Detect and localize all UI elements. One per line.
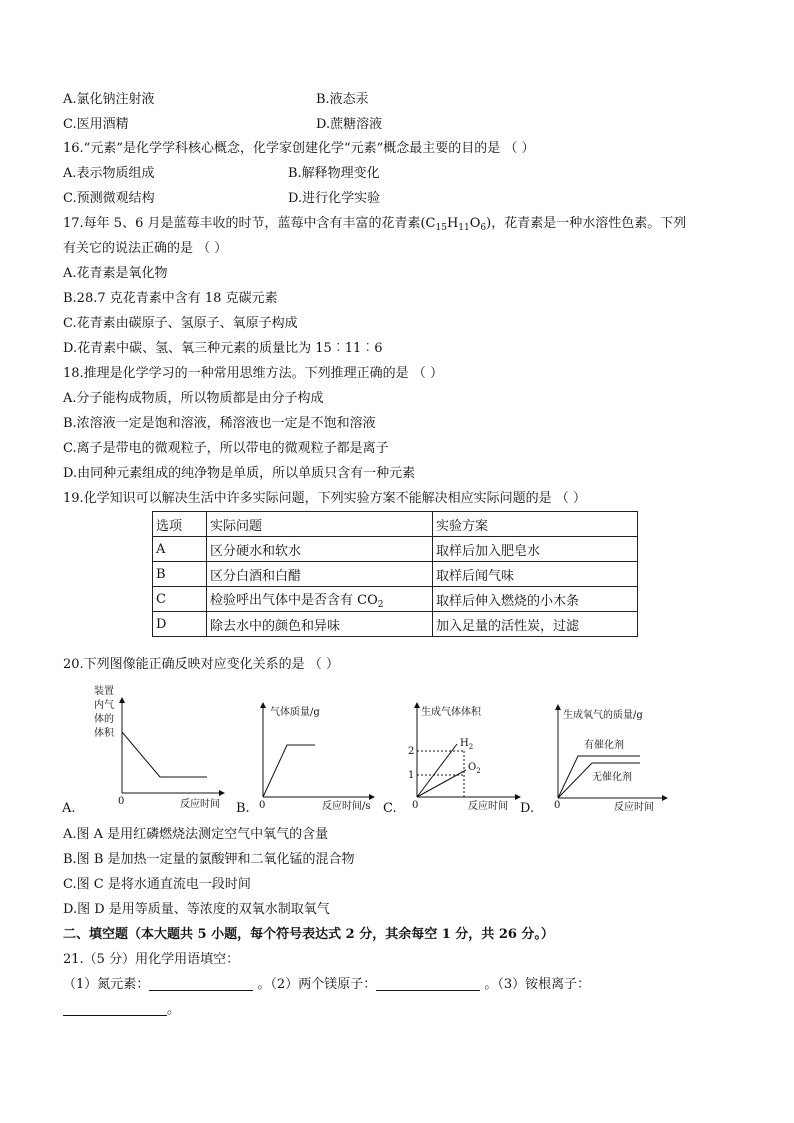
- table-row: [153, 537, 638, 562]
- table-cell: A: [153, 537, 207, 562]
- q20-option-d: D.图 D 是用等质量、等浓度的双氧水制取氧气: [63, 902, 330, 917]
- graph-a-ylabel: 体积: [94, 728, 114, 739]
- q21-blank-line2: 。: [63, 1001, 180, 1019]
- table-row: [153, 587, 638, 612]
- graph-a-xlabel: 反应时间: [180, 799, 220, 810]
- q18-option-a: A.分子能构成物质，所以物质都是由分子构成: [63, 391, 324, 406]
- q18-stem: 18.推理是化学学习的一种常用思维方法。下列推理正确的是 （ ）: [63, 366, 443, 381]
- graph-a-ylabel: 体的: [94, 714, 114, 725]
- graph-c-h2-label: $H_2$: [460, 738, 474, 751]
- graph-c-h2-line: [417, 744, 457, 797]
- table-header-row: [153, 512, 638, 537]
- table-cell: 区分白酒和白醋: [207, 562, 433, 587]
- answer-blank-1[interactable]: [149, 976, 253, 991]
- table-cell: 除去水中的颜色和异味: [207, 612, 433, 637]
- q15-option-a: A.氯化钠注射液: [63, 92, 155, 107]
- q20-option-c: C.图 C 是将水通直流电一段时间: [63, 877, 251, 892]
- graph-c-xlabel: 反应时间: [468, 801, 508, 812]
- graph-a: [61, 684, 222, 816]
- q21-blanks-line: （1）氮元素： 。（2）两个镁原子： 。（3）铵根离子：: [63, 977, 591, 992]
- q16-option-c: C.预测微观结构: [63, 191, 155, 206]
- graph-b-ylabel: 气体质量/g: [270, 707, 320, 718]
- q21-stem: 21.（5 分）用化学用语填空：: [63, 952, 240, 967]
- graph-b-curve: [263, 745, 315, 797]
- graph-d-origin: 0: [554, 800, 561, 811]
- graph-d-xlabel: 反应时间: [614, 802, 654, 813]
- q20-option-b: B.图 B 是加热一定量的氯酸钾和二氧化锰的混合物: [63, 852, 355, 867]
- q20-stem: 20.下列图像能正确反映对应变化关系的是 （ ）: [63, 657, 339, 672]
- table-cell: 取样后伸入燃烧的小木条: [433, 587, 638, 612]
- section-2-heading: 二、填空题（本大题共 5 小题，每个符号表达式 2 分，其余每空 1 分，共 26 分。）: [63, 927, 554, 942]
- graph-a-curve: [122, 732, 207, 777]
- table-cell: 区分硬水和软水: [207, 537, 433, 562]
- graph-d-letter: D.: [520, 801, 535, 816]
- table-cell: D: [153, 612, 207, 637]
- graph-a-ylabel: 内气: [94, 700, 114, 711]
- graph-a-letter: A.: [62, 801, 76, 816]
- table-row: [153, 612, 638, 637]
- q15-option-d: D.蔗糖溶液: [316, 117, 383, 132]
- graph-d-ylabel: 生成氧气的质量/g: [563, 710, 643, 721]
- graph-d-catalyst-label: 有催化剂: [584, 740, 624, 751]
- answer-blank-2[interactable]: [376, 976, 480, 991]
- table-header-cell: 选项: [153, 512, 207, 537]
- table-cell: B: [153, 562, 207, 587]
- graph-d: [520, 707, 665, 816]
- q18-option-b: B.浓溶液一定是饱和溶液，稀溶液也一定是不饱和溶液: [63, 416, 376, 431]
- graph-b-xlabel: 反应时间/s: [322, 801, 371, 812]
- graph-b-origin: 0: [259, 800, 266, 811]
- q17-option-a: A.花青素是氧化物: [63, 266, 168, 281]
- q17-option-d: D.花青素中碳、氢、氧三种元素的质量比为 15︰11︰6: [63, 341, 383, 356]
- q16-option-a: A.表示物质组成: [63, 166, 155, 181]
- q16-option-d: D.进行化学实验: [288, 191, 381, 206]
- q16-stem: 16.“元素”是化学学科核心概念，化学家创建化学“元素”概念最主要的目的是 （ ）: [63, 141, 535, 156]
- table-row: [153, 562, 638, 587]
- table-cell: 取样后闻气味: [433, 562, 638, 587]
- q17-stem-line2: 有关它的说法正确的是 （ ）: [63, 241, 228, 256]
- table-header-cell: 实验方案: [433, 512, 638, 537]
- q18-option-c: C.离子是带电的微观粒子，所以带电的微观粒子都是离子: [63, 441, 389, 456]
- q20-option-a: A.图 A 是用红磷燃烧法测定空气中氧气的含量: [63, 827, 329, 842]
- q19-table: [152, 511, 638, 637]
- table-header-cell: 实际问题: [207, 512, 433, 537]
- graph-c-ylabel: 生成气体体积: [421, 707, 481, 718]
- table-cell: C: [153, 587, 207, 612]
- graph-c-o2-label: $O_2$: [468, 762, 481, 775]
- graph-a-ylabel: 装置: [94, 686, 114, 697]
- graph-c: [383, 705, 518, 816]
- q17-stem: 17.每年 5、6 月是蓝莓丰收的时节，蓝莓中含有丰富的花青素$(C_{15}H_{11}O_6)$，花青素是一种水溶性色素。下列: [63, 216, 687, 233]
- graph-c-letter: C.: [383, 801, 397, 816]
- graph-b-letter: B.: [236, 801, 250, 816]
- q16-option-b: B.解释物理变化: [288, 166, 380, 181]
- graph-b: [236, 705, 372, 816]
- q18-option-d: D.由同种元素组成的纯净物是单质，所以单质只含有一种元素: [63, 466, 416, 481]
- q20-graphs: [0, 680, 794, 820]
- graph-c-tick-1: 1: [408, 770, 415, 781]
- table-cell: 检验呼出气体中是否含有 $CO_2$: [207, 587, 433, 612]
- graph-c-tick-2: 2: [408, 746, 415, 757]
- graph-c-o2-line: [417, 770, 466, 797]
- q15-option-c: C.医用酒精: [63, 117, 129, 132]
- q15-option-b: B.液态汞: [316, 92, 369, 107]
- q17-option-c: C.花青素由碳原子、氢原子、氧原子构成: [63, 316, 298, 331]
- answer-blank-3[interactable]: [63, 1001, 167, 1016]
- q17-option-b: B.28.7 克花青素中含有 18 克碳元素: [63, 291, 278, 306]
- graph-d-no-catalyst-label: 无催化剂: [592, 772, 632, 783]
- table-cell: 取样后加入肥皂水: [433, 537, 638, 562]
- table-cell: 加入足量的活性炭，过滤: [433, 612, 638, 637]
- graph-c-origin: 0: [412, 800, 419, 811]
- q19-stem: 19.化学知识可以解决生活中许多实际问题，下列实验方案不能解决相应实际问题的是 （ ）: [63, 491, 586, 506]
- graph-a-origin: 0: [118, 796, 125, 807]
